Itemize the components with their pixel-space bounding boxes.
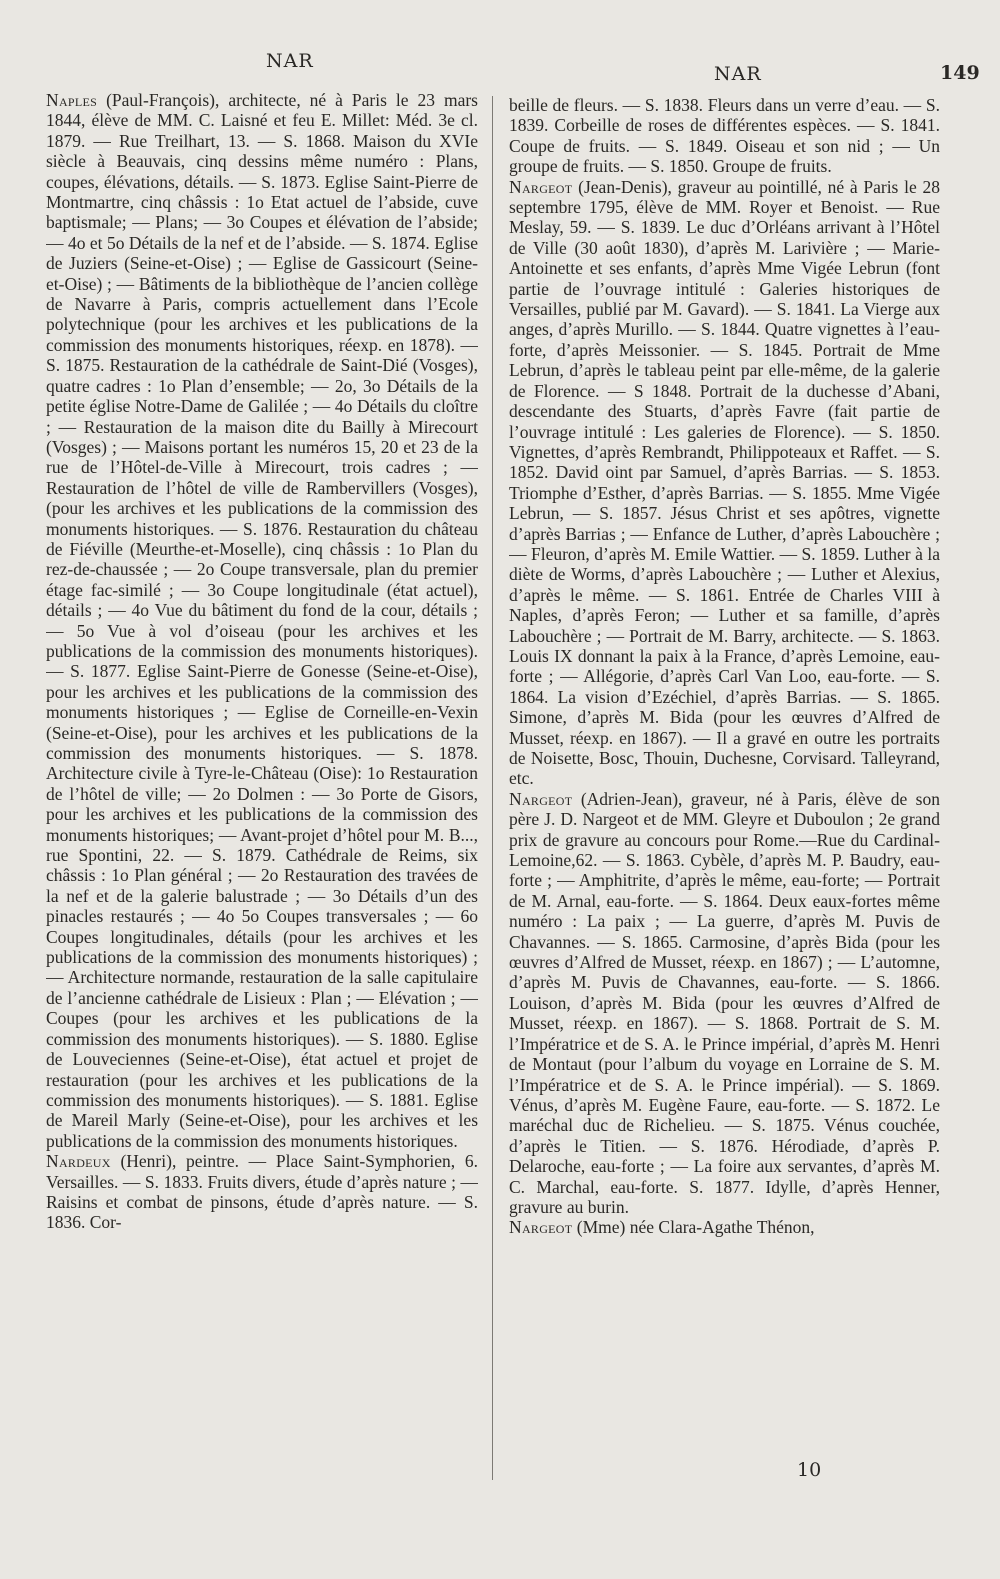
page-number: 149: [940, 62, 980, 84]
entry-text: (Paul-François), architecte, né à Paris le 23 mars 1844, élève de MM. C. Laisné et feu E. Millet: Méd. 3e cl. 1879. — Rue Treilhart, 13. — S. 1868. Maison du XVIe siècle à Beauvais, cinq dessins même numéro : Plans, coupes, élévations, détails. — S. 1873. Eglise Saint-Pierre de Montmartre, cinq châssis : 1o Etat actuel de l’abside, cuve baptismale; — Plans; — 3o Coupes et élévation de l’abside; — 4o et 5o Détails de la nef et de l’abside. — S. 1874. Eglise de Juziers (Seine-et-Oise) ; — Eglise de Gassicourt (Seine-et-Oise) ; — Bâtiments de la bibliothèque de l’ancien collège de Navarre à Paris, compris actuellement dans l’Ecole polytechnique (pour les archives et les publications de la commission des monuments historiques, réexp. en 1878). — S. 1875. Restauration de la cathédrale de Saint-Dié (Vosges), quatre cadres : 1o Plan d’ensemble; — 2o, 3o Détails de la petite église Notre-Dame de Galilée ; — 4o Détails du cloître ; — Restauration de la maison dite du Bailly à Mirecourt (Vosges) ; — Maisons portant les numéros 15, 20 et 23 de la rue de l’Hôtel-de-Ville à Mirecourt, trois cadres ; — Restauration de l’hôtel de ville de Rambervillers (Vosges), (pour les archives et les publications de la commission des monuments historiques. — S. 1876. Restauration du château de Fiéville (Meurthe-et-Moselle), cinq châssis : 1o Plan du rez-de-chaussée ; — 2o Coupe transversale, plan du premier étage fac-similé ; — 3o Coupe longitudinale (état actuel), détails ; — 4o Vue du bâtiment du fond de la cour, détails ; — 5o Vue à vol d’oiseau (pour les archives et les publications de la commission des monuments historiques).— S. 1877. Eglise Saint-Pierre de Gonesse (Seine-et-Oise), pour les archives et les publications de la commission des monuments historiques ; — Eglise de Corneille-en-Vexin (Seine-et-Oise), pour les archives et les publications de la commission des monuments historiques. — S. 1878. Architecture civile à Tyre-le-Château (Oise): 1o Restauration de l’hôtel de ville; — 2o Dolmen : — 3o Porte de Gisors, pour les archives et les publications de la commission des monuments historiques; — Avant-projet d’hôtel pour M. B..., rue Spontini, 22. — S. 1879. Cathédrale de Reims, six châssis : 1o Plan général ; — 2o Restauration des travées de la nef et de la galerie balustrade ; — 3o Détails d’un des pinacles restaurés ; — 4o 5o Coupes transversales ; — 6o Coupes longitudinales, détails (pour les archives et les publications de la commission des monuments historiques) ; — Architecture normande, restauration de la salle capitulaire de l’ancienne cathédrale de Lisieux : Plan ; — Elévation ; — Coupes (pour les archives et les publications de la commission des monuments historiques). — S. 1880. Eglise de Louveciennes (Seine-et-Oise), état actuel et projet de restauration (pour les archives et les publications de la commission des monuments historiques). — S. 1881. Eglise de Mareil Marly (Seine-et-Oise), pour les archives et les publications de la commission des monuments historiques.: [46, 90, 478, 1151]
entry-text: (Henri), peintre. — Place Saint-Symphorien, 6. Versailles. — S. 1833. Fruits divers, étude d’après nature ; — Raisins et combat de pinsons, étude d’après nature. — S. 1836. Cor-: [46, 1151, 478, 1233]
entry-text: (Mme) née Clara-Agathe Thénon,: [572, 1217, 815, 1238]
entry-headword: Naples: [46, 90, 98, 110]
entry-nardeux: [46, 1151, 478, 1233]
entry-naples: [46, 90, 478, 1151]
signature-mark: 10: [797, 1459, 822, 1481]
entry-headword: Nargeot: [509, 176, 573, 197]
entry-nardeux-continued: [509, 95, 940, 177]
column-divider: [492, 96, 493, 1480]
entry-text: (Adrien-Jean), graveur, né à Paris, élève de son père J. D. Nargeot et de MM. Gleyre et Duboulon ; 2e grand prix de gravure au concours pour Rome.—Rue du Cardinal-Lemoine,62. — S. 1863. Cybèle, d’après M. P. Baudry, eau-forte ; — Amphitrite, d’après le même, eau-forte; — Portrait de M. Arnal, eau-forte. — S. 1864. Deux eaux-fortes même numéro : La paix ; — La guerre, d’après M. Puvis de Chavannes. — S. 1865. Carmosine, d’après Bida (pour les œuvres d’Alfred de Musset, réexp. en 1867) ; — L’automne, d’après M. Puvis de Chavannes, eau-forte. — S. 1866. Louison, d’après M. Bida (pour les œuvres d’Alfred de Musset, réexp. en 1867). — S. 1868. Portrait de S. M. l’Impératrice et de S. A. le Prince impérial, d’après M. Henri de Montaut (pour l’album du voyage en Lorraine de S. M. l’Impératrice et de S. A. le Prince impérial). — S. 1869. Vénus, d’après M. Eugène Faure, eau-forte. — S. 1872. Le maréchal duc de Richelieu. — S. 1875. Vénus couchée, d’après le Titien. — S. 1876. Hérodiade, d’après P. Delaroche, eau-forte ; — La foire aux servantes, d’après M. C. Marchal, eau-forte. S. 1877. Idylle, d’après Henner, gravure au burin.: [509, 788, 940, 1217]
entry-nargeot-jean-denis: [509, 177, 940, 789]
right-running-head: NAR: [714, 63, 762, 85]
entry-nargeot-adrien-jean: [509, 789, 940, 1218]
right-column: [509, 95, 940, 1475]
left-column: [46, 90, 478, 1490]
entry-nargeot-mme: [509, 1217, 940, 1237]
entry-text: beille de fleurs. — S. 1838. Fleurs dans un verre d’eau. — S. 1839. Corbeille de roses de différentes espèces. — S. 1841. Coupe de fruits. — S. 1849. Oiseau et son nid ; — Un groupe de fruits. — S. 1850. Groupe de fruits.: [509, 95, 940, 177]
left-running-head: NAR: [266, 50, 314, 72]
entry-headword: Nardeux: [46, 1151, 111, 1172]
entry-headword: Nargeot: [509, 1217, 573, 1238]
entry-text: (Jean-Denis), graveur au pointillé, né à Paris le 28 septembre 1795, élève de MM. Royer et Benoist. — Rue Meslay, 59. — S. 1839. Le duc d’Orléans arrivant à l’Hôtel de Ville (30 août 1830), d’après M. Larivière ; — Marie-Antoinette et ses enfants, d’après Mme Vigée Lebrun (font partie de l’ouvrage intitulé : Galeries historiques de Versailles, publié par M. Gavard). — S. 1841. La Vierge aux anges, d’après Murillo. — S. 1844. Quatre vignettes à l’eau-forte, d’après Meissonier. — S. 1845. Portrait de Mme Lebrun, d’après le tableau peint par elle-même, de la galerie de Florence. — S 1848. Portrait de la duchesse d’Abani, descendante des Stuarts, d’après Favre (fait partie de l’ouvrage intitulé : Les galeries de Florence). — S. 1850. Vignettes, d’après Rembrandt, Philippoteaux et Raffet. — S. 1852. David oint par Samuel, d’après Barrias. — S. 1853. Triomphe d’Esther, d’après Barrias. — S. 1855. Mme Vigée Lebrun, — S. 1857. Jésus Christ et ses apôtres, vignette d’après Barrias ; — Enfance de Luther, d’après Labouchère ; — Fleuron, d’après M. Emile Wattier. — S. 1859. Luther à la diète de Worms, d’après Labouchère ; — Luther et Alexius, d’après le même. — S. 1861. Entrée de Charles VIII à Naples, d’après Feron; — Luther et sa famille, d’après Labouchère ; — Portrait de M. Barry, architecte. — S. 1863. Louis IX donnant la paix à la France, d’après Lemoine, eau-forte ; — Allégorie, d’après Carl Van Loo, eau-forte. — S. 1864. La vision d’Ezéchiel, d’après Barrias. — S. 1865. Simone, d’après M. Bida (pour les œuvres d’Alfred de Musset, réexp. en 1867). — Il a gravé en outre les portraits de Noisette, Bosc, Thouin, Duchesne, Corvisard. Talleyrand, etc.: [509, 176, 940, 789]
entry-headword: Nargeot: [509, 788, 573, 809]
